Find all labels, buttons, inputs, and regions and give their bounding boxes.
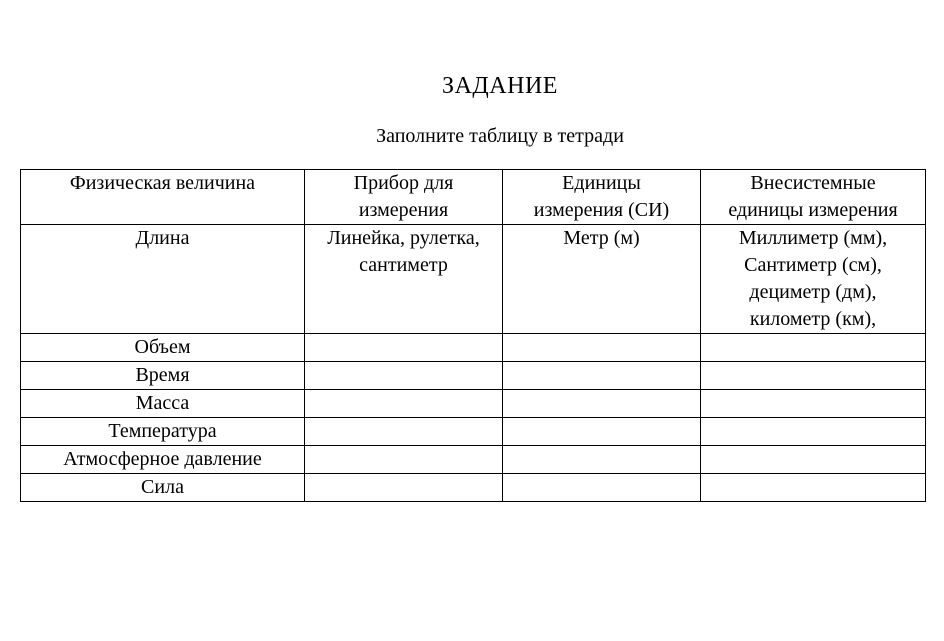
cell-instrument-empty: [305, 334, 503, 362]
cell-si-unit-empty: [503, 446, 701, 474]
other-unit-text: Сантиметр (см),: [744, 254, 882, 276]
cell-quantity: [21, 474, 305, 502]
cell-instrument-empty: [305, 362, 503, 390]
cell-other-units-empty: [701, 474, 926, 502]
instrument-text: сантиметр: [359, 254, 448, 276]
cell-si-unit-empty: [503, 390, 701, 418]
table-row: [21, 446, 926, 474]
table-row: [21, 362, 926, 390]
cell-quantity: [21, 225, 305, 334]
page-subtitle: Заполните таблицу в тетради: [376, 125, 624, 147]
other-unit-text: Миллиметр (мм),: [738, 227, 888, 249]
cell-other-units-empty: [701, 362, 926, 390]
table-row: [21, 225, 926, 334]
quantity-text: Объем: [134, 336, 191, 358]
cell-si-unit-empty: [503, 334, 701, 362]
header-cell-quantity: [21, 170, 305, 225]
header-cell-other-units: [701, 170, 926, 225]
cell-si-unit: [503, 225, 701, 334]
header-text: Физическая величина: [69, 172, 256, 194]
table-header-row: [21, 170, 926, 225]
table-row: [21, 334, 926, 362]
cell-instrument-empty: [305, 446, 503, 474]
header-text: Прибор для: [353, 172, 454, 194]
cell-si-unit-empty: [503, 474, 701, 502]
table-row: [21, 418, 926, 446]
cell-si-unit-empty: [503, 418, 701, 446]
other-unit-text: дециметр (дм),: [749, 281, 877, 303]
cell-quantity: [21, 362, 305, 390]
cell-quantity: [21, 418, 305, 446]
other-unit-text: километр (км),: [749, 308, 877, 330]
cell-quantity: [21, 334, 305, 362]
header-text: измерения (СИ): [533, 199, 670, 221]
cell-other-units: [701, 225, 926, 334]
cell-other-units-empty: [701, 446, 926, 474]
header-text: Единицы: [562, 172, 641, 194]
instrument-text: Линейка, рулетка,: [327, 227, 480, 249]
cell-si-unit-empty: [503, 362, 701, 390]
cell-other-units-empty: [701, 418, 926, 446]
cell-other-units-empty: [701, 334, 926, 362]
header-text: измерения: [358, 199, 449, 221]
quantity-text: Сила: [141, 476, 184, 498]
cell-instrument-empty: [305, 390, 503, 418]
si-unit-text: Метр (м): [563, 227, 640, 249]
header-cell-si-unit: [503, 170, 701, 225]
header-cell-instrument: [305, 170, 503, 225]
quantity-text: Длина: [135, 227, 190, 249]
quantity-text: Время: [135, 364, 190, 386]
quantity-text: Температура: [108, 420, 217, 442]
cell-other-units-empty: [701, 390, 926, 418]
header-text: единицы измерения: [728, 199, 898, 221]
cell-instrument-empty: [305, 474, 503, 502]
quantity-text: Масса: [135, 392, 190, 414]
cell-instrument-empty: [305, 418, 503, 446]
table-row: [21, 474, 926, 502]
quantity-text: Атмосферное давление: [63, 448, 262, 470]
task-table: [20, 169, 926, 502]
page-title: ЗАДАНИЕ: [442, 73, 558, 99]
cell-quantity: [21, 446, 305, 474]
cell-instrument: [305, 225, 503, 334]
cell-quantity: [21, 390, 305, 418]
table-row: [21, 390, 926, 418]
header-text: Внесистемные: [750, 172, 876, 194]
